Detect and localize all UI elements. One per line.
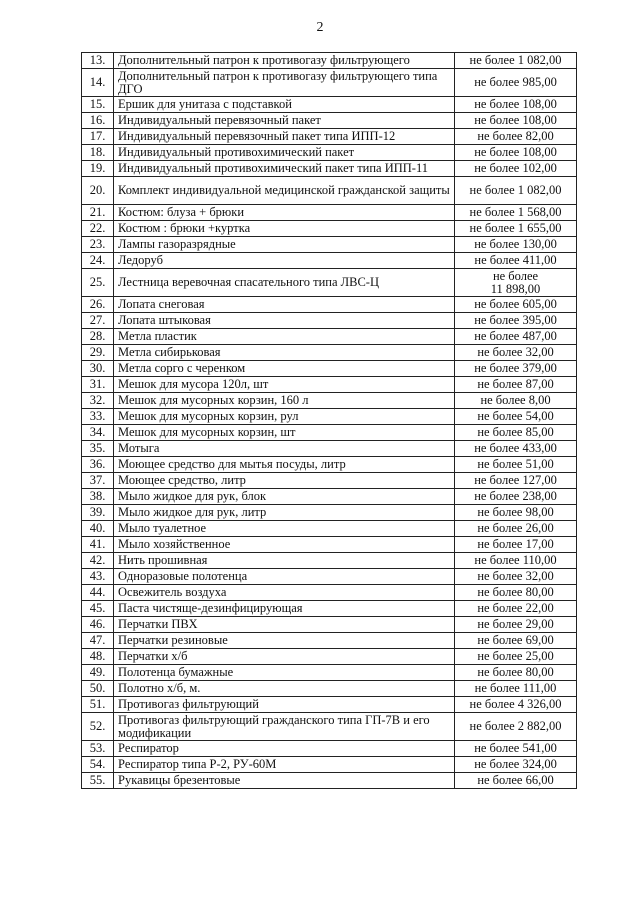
table-row (82, 553, 577, 569)
row-number: 22. (82, 221, 114, 237)
row-number: 45. (82, 601, 114, 617)
item-price: не более 69,00 (455, 633, 577, 649)
item-price (455, 269, 577, 297)
table-row (82, 681, 577, 697)
table-row (82, 345, 577, 361)
item-name: Паста чистяще-дезинфицирующая (114, 601, 455, 617)
table-row (82, 409, 577, 425)
table-row (82, 53, 577, 69)
item-name: Полотенца бумажные (114, 665, 455, 681)
table-row (82, 569, 577, 585)
item-name: Костюм : брюки +куртка (114, 221, 455, 237)
item-price: не более 411,00 (455, 253, 577, 269)
table-row (82, 713, 577, 741)
table-row (82, 361, 577, 377)
item-price: не более 32,00 (455, 569, 577, 585)
item-price: не более 108,00 (455, 145, 577, 161)
item-name: Противогаз фильтрующий гражданского типа ГП-7В и его модификации (114, 713, 455, 741)
item-price: не более 1 655,00 (455, 221, 577, 237)
row-number: 36. (82, 457, 114, 473)
table-row (82, 269, 577, 297)
item-name: Перчатки ПВХ (114, 617, 455, 633)
row-number: 21. (82, 205, 114, 221)
item-name: Мыло туалетное (114, 521, 455, 537)
item-name: Дополнительный патрон к противогазу фильтрующего типа ДГО (114, 69, 455, 97)
table-row (82, 489, 577, 505)
row-number: 13. (82, 53, 114, 69)
item-price: не более 80,00 (455, 585, 577, 601)
row-number: 32. (82, 393, 114, 409)
item-name: Одноразовые полотенца (114, 569, 455, 585)
item-price: не более 2 882,00 (455, 713, 577, 741)
item-price: не более 22,00 (455, 601, 577, 617)
item-price: не более 87,00 (455, 377, 577, 393)
item-price: не более 26,00 (455, 521, 577, 537)
item-name: Мыло хозяйственное (114, 537, 455, 553)
row-number: 39. (82, 505, 114, 521)
row-number: 47. (82, 633, 114, 649)
table-row (82, 633, 577, 649)
row-number: 55. (82, 773, 114, 789)
row-number: 14. (82, 69, 114, 97)
table-row (82, 177, 577, 205)
item-name: Мешок для мусора 120л, шт (114, 377, 455, 393)
item-price: не более 238,00 (455, 489, 577, 505)
table-row (82, 473, 577, 489)
row-number: 53. (82, 741, 114, 757)
item-price: не более 51,00 (455, 457, 577, 473)
table-row (82, 617, 577, 633)
row-number: 41. (82, 537, 114, 553)
price-prefix: не более (492, 268, 539, 283)
row-number: 44. (82, 585, 114, 601)
row-number: 16. (82, 113, 114, 129)
row-number: 35. (82, 441, 114, 457)
table-row (82, 505, 577, 521)
row-number: 26. (82, 297, 114, 313)
item-name: Лампы газоразрядные (114, 237, 455, 253)
item-price: не более 25,00 (455, 649, 577, 665)
row-number: 29. (82, 345, 114, 361)
table-row (82, 113, 577, 129)
table-row (82, 425, 577, 441)
item-name: Противогаз фильтрующий (114, 697, 455, 713)
item-price: не более 433,00 (455, 441, 577, 457)
table-row (82, 757, 577, 773)
item-name: Метла пластик (114, 329, 455, 345)
item-name: Комплект индивидуальной медицинской гражданской защиты (114, 177, 455, 205)
item-name: Перчатки х/б (114, 649, 455, 665)
price-table (81, 52, 577, 789)
item-name: Мотыга (114, 441, 455, 457)
item-price: не более 605,00 (455, 297, 577, 313)
item-price: не более 32,00 (455, 345, 577, 361)
item-price: не более 102,00 (455, 161, 577, 177)
item-price: не более 395,00 (455, 313, 577, 329)
item-name: Мыло жидкое для рук, блок (114, 489, 455, 505)
table-row (82, 205, 577, 221)
item-price: не более 54,00 (455, 409, 577, 425)
row-number: 28. (82, 329, 114, 345)
table-row (82, 457, 577, 473)
item-price: не более 8,00 (455, 393, 577, 409)
row-number: 24. (82, 253, 114, 269)
row-number: 43. (82, 569, 114, 585)
page-number: 2 (316, 20, 324, 35)
item-name: Индивидуальный перевязочный пакет типа ИПП-12 (114, 129, 455, 145)
item-name: Рукавицы брезентовые (114, 773, 455, 789)
item-name: Лестница веревочная спасательного типа ЛВС-Ц (114, 269, 455, 297)
table-row (82, 393, 577, 409)
item-price: не более 1 082,00 (455, 53, 577, 69)
item-price: не более 379,00 (455, 361, 577, 377)
row-number: 27. (82, 313, 114, 329)
item-name: Метла сибирьковая (114, 345, 455, 361)
row-number: 50. (82, 681, 114, 697)
item-price: не более 80,00 (455, 665, 577, 681)
item-name: Моющее средство для мытья посуды, литр (114, 457, 455, 473)
table-row (82, 377, 577, 393)
row-number: 25. (82, 269, 114, 297)
row-number: 37. (82, 473, 114, 489)
item-name: Освежитель воздуха (114, 585, 455, 601)
row-number: 51. (82, 697, 114, 713)
item-name: Индивидуальный противохимический пакет типа ИПП-11 (114, 161, 455, 177)
item-price: не более 487,00 (455, 329, 577, 345)
table-row (82, 145, 577, 161)
row-number: 34. (82, 425, 114, 441)
row-number: 48. (82, 649, 114, 665)
row-number: 15. (82, 97, 114, 113)
row-number: 17. (82, 129, 114, 145)
item-price: не более 111,00 (455, 681, 577, 697)
table-row (82, 329, 577, 345)
item-name: Ершик для унитаза с подставкой (114, 97, 455, 113)
row-number: 54. (82, 757, 114, 773)
item-price: не более 17,00 (455, 537, 577, 553)
item-price: не более 110,00 (455, 553, 577, 569)
item-price: не более 85,00 (455, 425, 577, 441)
table-row (82, 69, 577, 97)
item-price: не более 541,00 (455, 741, 577, 757)
row-number: 18. (82, 145, 114, 161)
item-name: Мыло жидкое для рук, литр (114, 505, 455, 521)
item-name: Индивидуальный перевязочный пакет (114, 113, 455, 129)
item-price: не более 66,00 (455, 773, 577, 789)
item-name: Костюм: блуза + брюки (114, 205, 455, 221)
row-number: 52. (82, 713, 114, 741)
table-row (82, 537, 577, 553)
row-number: 19. (82, 161, 114, 177)
item-name: Дополнительный патрон к противогазу фильтрующего (114, 53, 455, 69)
row-number: 40. (82, 521, 114, 537)
item-name: Метла сорго с черенком (114, 361, 455, 377)
item-name: Лопата штыковая (114, 313, 455, 329)
table-row (82, 585, 577, 601)
table-row (82, 253, 577, 269)
item-name: Респиратор типа Р-2, РУ-60М (114, 757, 455, 773)
item-price: не более 130,00 (455, 237, 577, 253)
row-number: 31. (82, 377, 114, 393)
item-price: не более 108,00 (455, 97, 577, 113)
item-name: Респиратор (114, 741, 455, 757)
item-name: Перчатки резиновые (114, 633, 455, 649)
item-name: Мешок для мусорных корзин, рул (114, 409, 455, 425)
table-row (82, 665, 577, 681)
item-name: Нить прошивная (114, 553, 455, 569)
table-row (82, 741, 577, 757)
item-name: Моющее средство, литр (114, 473, 455, 489)
table-row (82, 441, 577, 457)
table-row (82, 97, 577, 113)
row-number: 23. (82, 237, 114, 253)
table-row (82, 601, 577, 617)
table-row (82, 129, 577, 145)
table-row (82, 773, 577, 789)
row-number: 38. (82, 489, 114, 505)
item-price: не более 985,00 (455, 69, 577, 97)
row-number: 33. (82, 409, 114, 425)
table-row (82, 221, 577, 237)
item-name: Полотно х/б, м. (114, 681, 455, 697)
table-row (82, 237, 577, 253)
item-name: Мешок для мусорных корзин, 160 л (114, 393, 455, 409)
item-price: не более 1 082,00 (455, 177, 577, 205)
table-row (82, 697, 577, 713)
item-price: не более 29,00 (455, 617, 577, 633)
item-price: не более 82,00 (455, 129, 577, 145)
item-price: не более 4 326,00 (455, 697, 577, 713)
item-price: не более 1 568,00 (455, 205, 577, 221)
item-name: Индивидуальный противохимический пакет (114, 145, 455, 161)
item-price: не более 98,00 (455, 505, 577, 521)
row-number: 42. (82, 553, 114, 569)
table-row (82, 521, 577, 537)
table-row (82, 313, 577, 329)
item-name: Ледоруб (114, 253, 455, 269)
price-value: 11 898,00 (490, 281, 541, 296)
item-name: Мешок для мусорных корзин, шт (114, 425, 455, 441)
item-price: не более 108,00 (455, 113, 577, 129)
row-number: 49. (82, 665, 114, 681)
table-row (82, 297, 577, 313)
row-number: 30. (82, 361, 114, 377)
item-name: Лопата снеговая (114, 297, 455, 313)
item-price: не более 127,00 (455, 473, 577, 489)
row-number: 46. (82, 617, 114, 633)
table-row (82, 649, 577, 665)
item-price: не более 324,00 (455, 757, 577, 773)
table-row (82, 161, 577, 177)
row-number: 20. (82, 177, 114, 205)
